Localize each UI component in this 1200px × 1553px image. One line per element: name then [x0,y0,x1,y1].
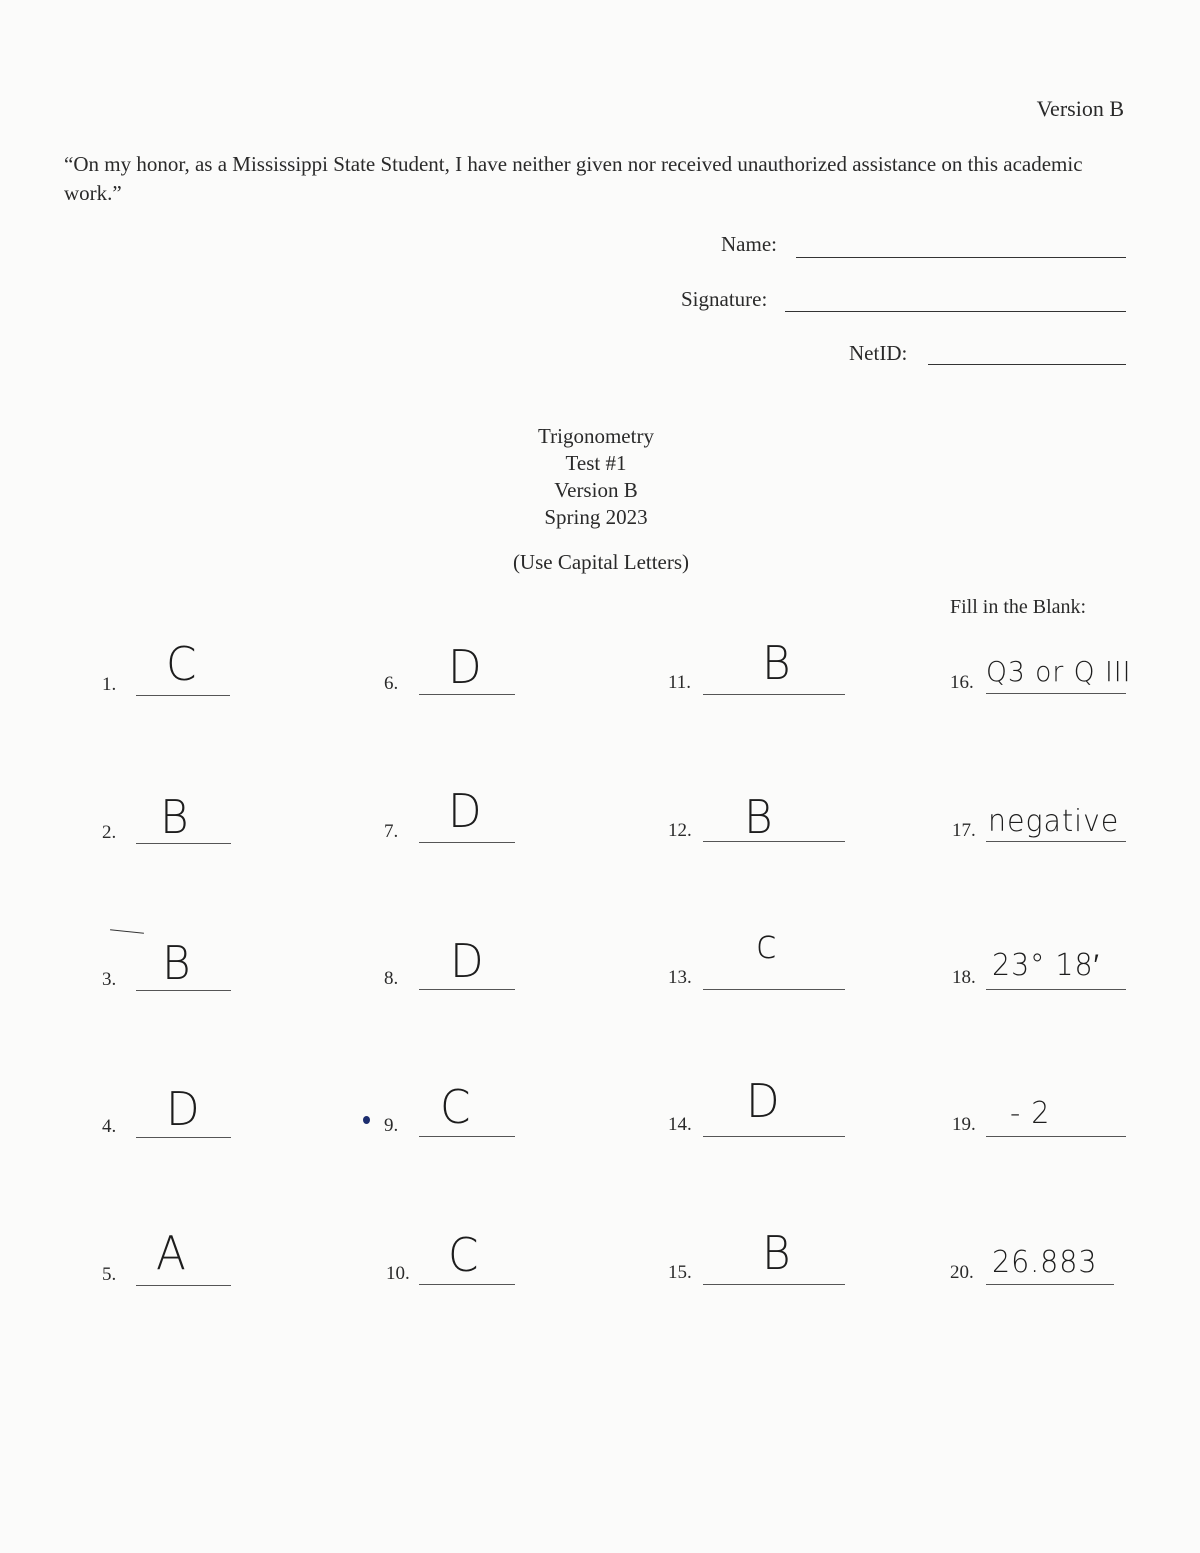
answer-4: D [166,1082,200,1136]
question-number: 7. [384,821,399,842]
answer-line[interactable] [136,695,230,696]
question-number: 6. [384,673,399,694]
question-number: 8. [384,968,399,989]
answer-20: 26.883 [992,1245,1098,1280]
answer-14: D [746,1074,780,1128]
answer-line[interactable] [703,989,845,990]
answer-line[interactable] [136,1285,231,1286]
answer-13: c [756,922,777,968]
question-number: 15. [668,1262,692,1283]
answer-1: C [166,637,197,691]
answer-line[interactable] [703,694,845,695]
answer-19: - 2 [1010,1096,1051,1131]
question-number: 17. [952,820,976,841]
question-number: 2. [102,822,117,843]
answer-line[interactable] [703,1136,845,1137]
question-number: 5. [102,1264,117,1285]
answer-18: 23° 18′ [992,948,1100,983]
answer-16: Q3 or Q III [986,655,1132,688]
name-label: Name: [721,232,777,256]
answer-12: B [744,790,773,844]
answer-line[interactable] [703,841,845,842]
question-number: 1. [102,674,117,695]
answer-line[interactable] [419,694,515,695]
answer-3: B [162,936,191,990]
answer-5: A [156,1226,186,1280]
question-number: 12. [668,820,692,841]
answer-line[interactable] [419,989,515,990]
answer-17: negative [988,804,1120,839]
version-label: Version B [1036,96,1124,121]
answer-2: B [160,790,189,844]
answer-line[interactable] [419,1136,515,1137]
question-number: 4. [102,1116,117,1137]
netid-label: NetID: [849,341,908,365]
answer-line[interactable] [419,1284,515,1285]
answer-line[interactable] [986,1284,1114,1285]
answer-7: D [448,784,482,838]
name-field[interactable] [796,257,1126,258]
answer-6: D [448,640,482,694]
instructions: (Use Capital Letters) [512,550,690,574]
answer-9: C [440,1080,471,1134]
question-number: 9. [384,1115,399,1136]
test-number: Test #1 [565,451,627,475]
answer-11: B [762,636,791,690]
question-number: 19. [952,1114,976,1135]
answer-10: C [448,1228,479,1282]
answer-line[interactable] [986,1136,1126,1137]
question-number: 11. [668,672,692,693]
question-number: 20. [950,1262,974,1283]
honor-statement: “On my honor, as a Mississippi State Student, I have neither given nor received unauthorized assistance on this academic work.” [64,152,1083,205]
question-number: 13. [668,967,692,988]
answer-line[interactable] [136,1137,231,1138]
answer-line[interactable] [703,1284,845,1285]
answer-8: D [450,934,484,988]
signature-label: Signature: [681,287,768,311]
answer-line[interactable] [986,989,1126,990]
answer-line[interactable] [986,693,1126,694]
question-number: 18. [952,967,976,988]
test-title-block [400,423,792,531]
answer-line[interactable] [986,841,1126,842]
subject-title: Trigonometry [538,424,654,448]
answer-15: B [762,1226,791,1280]
netid-field[interactable] [928,364,1126,365]
question-number: 16. [950,672,974,693]
stray-mark [110,929,144,934]
question-number: 10. [386,1263,410,1284]
answer-line[interactable] [136,990,231,991]
question-number: 3. [102,969,117,990]
signature-field[interactable] [785,311,1126,312]
test-version: Version B [554,478,638,502]
question-number: 14. [668,1114,692,1135]
pen-dot [363,1116,370,1124]
answer-line[interactable] [419,842,515,843]
test-term: Spring 2023 [544,505,648,529]
fill-in-heading: Fill in the Blank: [950,596,1087,618]
